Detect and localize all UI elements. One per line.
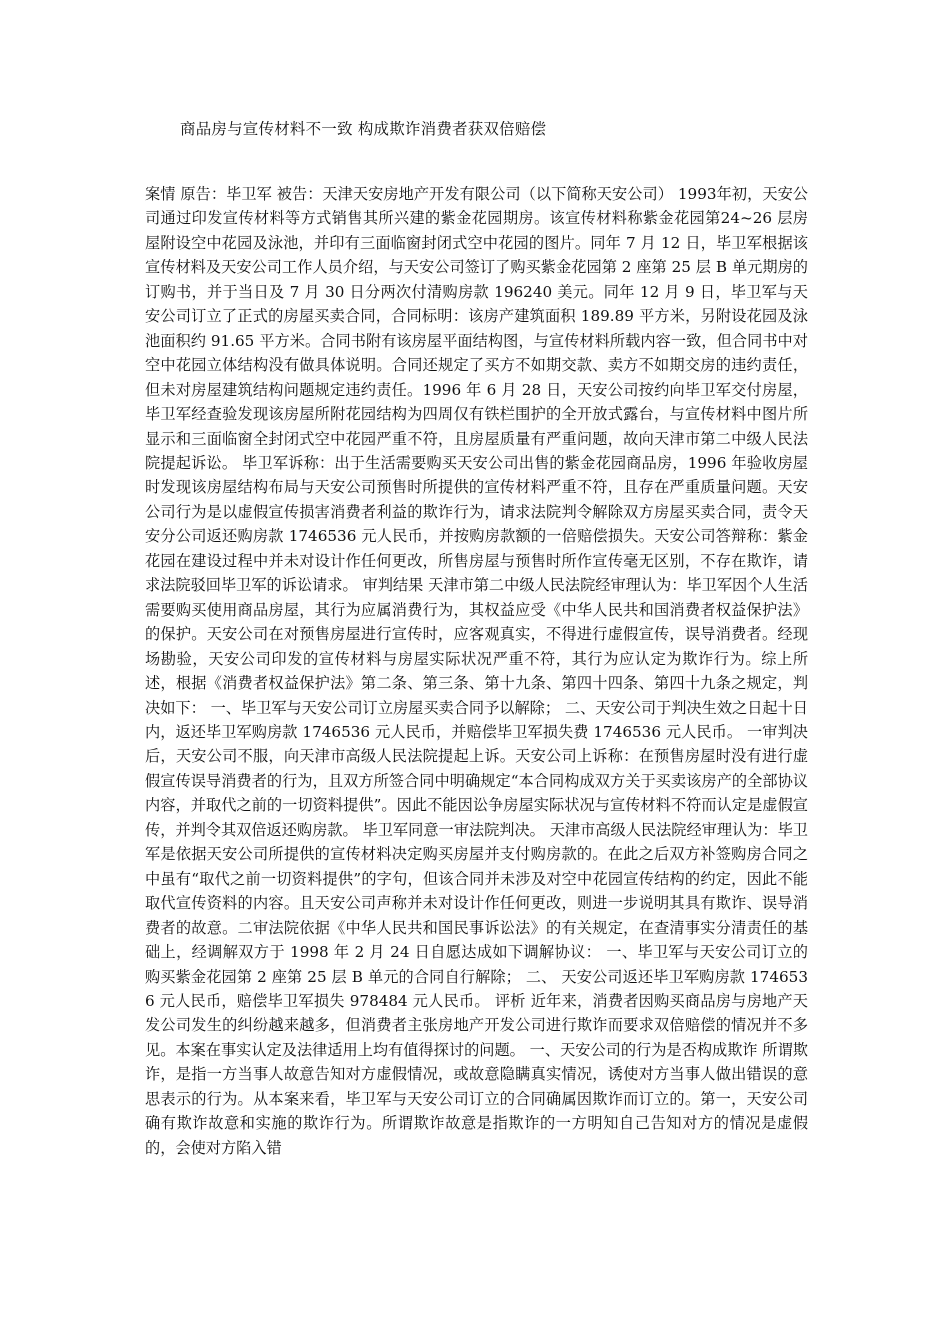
document-body-paragraph: 案情 原告：毕卫军 被告：天津天安房地产开发有限公司（以下简称天安公司） 1993年初，天安公司通过印发宣传材料等方式销售其所兴建的紫金花园期房。该宣传材料称紫金花园第24~26 层房屋附设空中花园及泳池，并印有三面临窗封闭式空中花园的图片。同年 7 月 12 日，毕卫军根据该宣传材料及天安公司工作人员介绍，与天安公司签订了购买紫金花园第 2 座第 25 层 B 单元期房的订购书，并于当日及 7 月 30 日分两次付清购房款 196240 美元。同年 12 月 9 日，毕卫军与天安公司订立了正式的房屋买卖合同，合同标明：该房产建筑面积 189.89 平方米，另附设花园及泳池面积约 91.65 平方米。合同书附有该房屋平面结构图，与宣传材料所载内容一致，但合同书中对空中花园立体结构没有做具体说明。合同还规定了买方不如期交款、卖方不如期交房的违约责任，但未对房屋建筑结构问题规定违约责任。1996 年 6 月 28 日，天安公司按约向毕卫军交付房屋，毕卫军经查验发现该房屋所附花园结构为四周仅有铁栏围护的全开放式露台，与宣传材料中图片所显示和三面临窗全封闭式空中花园严重不符，且房屋质量有严重问题，故向天津市第二中级人民法院提起诉讼。 毕卫军诉称：出于生活需要购买天安公司出售的紫金花园商品房，1996 年验收房屋时发现该房屋结构布局与天安公司预售时所提供的宣传材料严重不符，且存在严重质量问题。天安公司行为是以虚假宣传损害消费者利益的欺诈行为，请求法院判令解除双方房屋买卖合同，责令天安分公司返还购房款 1746536 元人民币，并按购房款额的一倍赔偿损失。天安公司答辩称：紫金花园在建设过程中并未对设计作任何更改，所售房屋与预售时所作宣传毫无区别，不存在欺诈，请求法院驳回毕卫军的诉讼请求。 审判结果 天津市第二中级人民法院经审理认为：毕卫军因个人生活需要购买使用商品房屋，其行为应属消费行为，其权益应受《中华人民共和国消费者权益保护法》的保护。天安公司在对预售房屋进行宣传时，应客观真实，不得进行虚假宣传，误导消费者。经现场勘验，天安公司印发的宣传材料与房屋实际状况严重不符，其行为应认定为欺诈行为。综上所述，根据《消费者权益保护法》第二条、第三条、第十九条、第四十四条、第四十九条之规定，判决如下： 一、毕卫军与天安公司订立房屋买卖合同予以解除； 二、天安公司于判决生效之日起十日内，返还毕卫军购房款 1746536 元人民币，并赔偿毕卫军损失费 1746536 元人民币。 一审判决后，天安公司不服，向天津市高级人民法院提起上诉。天安公司上诉称：在预售房屋时没有进行虚假宣传误导消费者的行为，且双方所签合同中明确规定“本合同构成双方关于买卖该房产的全部协议内容，并取代之前的一切资料提供”。因此不能因讼争房屋实际状况与宣传材料不符而认定是虚假宣传，并判令其双倍返还购房款。 毕卫军同意一审法院判决。 天津市高级人民法院经审理认为：毕卫军是依据天安公司所提供的宣传材料决定购买房屋并支付购房款的。在此之后双方补签购房合同之中虽有“取代之前一切资料提供”的字句，但该合同并未涉及对空中花园宣传结构的约定，因此不能取代宣传资料的内容。且天安公司声称并未对设计作任何更改，则进一步说明其具有欺诈、误导消费者的故意。二审法院依据《中华人民共和国民事诉讼法》的有关规定，在查清事实分清责任的基础上，经调解双方于 1998 年 2 月 24 日自愿达成如下调解协议： 一、毕卫军与天安公司订立的购买紫金花园第 2 座第 25 层 B 单元的合同自行解除； 二、 天安公司返还毕卫军购房款 1746536 元人民币，赔偿毕卫军损失 978484 元人民币。 评析 近年来，消费者因购买商品房与房地产天发公司发生的纠纷越来越多，但消费者主张房地产开发公司进行欺诈而要求双倍赔偿的情况并不多见。本案在事实认定及法律适用上均有值得探讨的问题。 一、天安公司的行为是否构成欺诈 所谓欺诈，是指一方当事人故意告知对方虚假情况，或故意隐瞒真实情况，诱使对方当事人做出错误的意思表示的行为。从本案来看，毕卫军与天安公司订立的合同确属因欺诈而订立的。第一，天安公司确有欺诈故意和实施的欺诈行为。所谓欺诈故意是指欺诈的一方明知自己告知对方的情况是虚假的，会使对方陷入错 (145, 185, 808, 1157)
document-title: 商品房与宣传材料不一致 构成欺诈消费者获双倍赔偿 (180, 120, 547, 138)
